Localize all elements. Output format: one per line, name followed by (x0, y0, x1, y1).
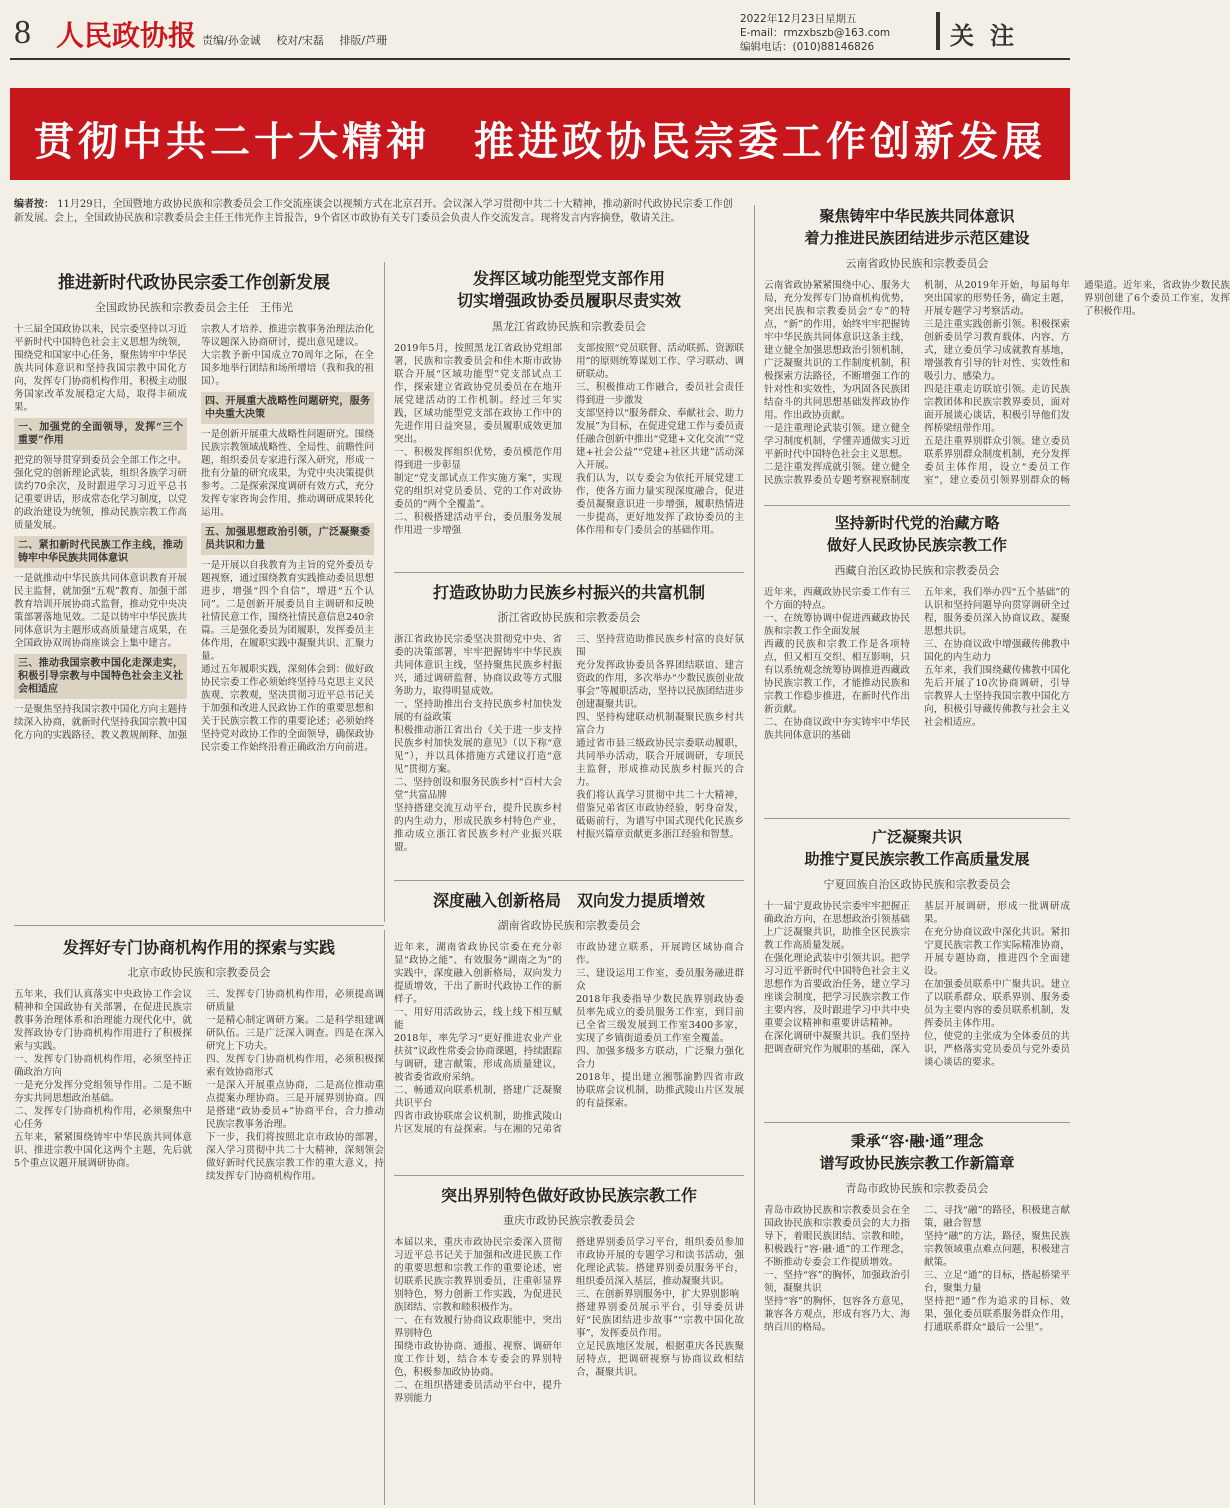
paragraph: 一、发挥专门协商机构作用，必须坚持正确政治方向 (14, 1054, 192, 1078)
article-zhejiang (394, 580, 744, 875)
row-divider (764, 505, 1070, 506)
row-divider (394, 1175, 744, 1176)
paragraph: 搭建界别委员学习平台，组织委员参加市政协开展的专题学习和读书活动，强化理论武装。搭建界别委员服务平台，组织委员深入基层，推动凝聚共识。 (576, 1237, 744, 1287)
article-body (394, 342, 744, 562)
article-xizang (764, 512, 1070, 812)
paragraph: 搭建界别委员展示平台，引导委员讲好“民族团结进步故事”“宗教中国化故事”，发挥委员作用。 (576, 1302, 744, 1339)
paragraph: 二是注重发挥成就引领。建立健全民族宗教界委员专题考察视察制度机制，从2019年开始，每届每年突出国家的形势任务，确定主题，开展专题学习考察活动。 (764, 280, 1070, 486)
article-title: 坚持新时代党的治藏方略 做好人民政协民族宗教工作 (826, 514, 1007, 554)
paragraph: 二、积极搭建活动平台，委员服务发展作用进一步增强 (394, 512, 562, 536)
article-ningxia (764, 826, 1070, 1116)
paragraph: 四、发挥专门协商机构作用，必须积极探索有效协商形式 (206, 1054, 384, 1078)
column-divider (384, 262, 385, 922)
row-divider (394, 572, 744, 573)
article-wangweiguang (14, 268, 374, 913)
paragraph: 近年来，西藏政协民宗委工作有三个方面的特点。 (764, 587, 910, 611)
paragraph: 西藏的民族和宗教工作是各项特点，但又相互交织、相互影响，只有以系统观念统筹协调推进西藏政协民族宗教工作，才能推动民族和宗教工作稳步推进，在新时代作出新贡献。 (764, 639, 910, 715)
row-divider (764, 818, 1070, 819)
paragraph: 三、坚持营造助推民族乡村富的良好氛围 (576, 634, 744, 658)
article-beijing (14, 935, 384, 1505)
paragraph: 一、在有效履行协商议政职能中，突出界别特色 (394, 1315, 562, 1339)
paragraph: 四省市政协联席会议机制，助推武陵山片区发展的有益探索。与在湘的兄弟省市政协建立联系，开展跨区域协商合作。 (394, 942, 744, 1135)
paragraph: 一是深入开展重点协商，二是高位推动重点提案办理协商。三是开展界别协商。四是搭建“政协委员+”协商平台，合力推动民族宗教事务治理。 (206, 1080, 384, 1130)
page-number: 8 (14, 14, 31, 51)
paragraph: 五年来，我们举办四“五个基础”的认识和坚持问题导向贯穿调研全过程，服务委员深入协商议政、凝聚思想共识。 (924, 587, 1070, 637)
article-author: 重庆市政协民族宗教委员会 (503, 1214, 635, 1227)
paragraph: 一是创新开展重大战略性问题研究。围绕民族宗教领域战略性、全局性、前瞻性问题，组织委员专家进行深入研究，形成一批有分量的研究成果，为党中央决策提供参考。二是探索深度调研有效方式，充分发挥专家咨询会作用，推动调研成果转化运用。 (201, 429, 374, 518)
article-author: 黑龙江省政协民族和宗教委员会 (492, 320, 646, 333)
paragraph: 一是注重理论武装引领。建立健全学习制度机制，学懂弄通做实习近平新时代中国特色社会主义思想。 (764, 423, 910, 460)
banner-title: 贯彻中共二十大精神 推进政协民宗委工作创新发展 (34, 118, 1046, 165)
paragraph: 坚持“融”的方法，路径，聚焦民族宗教领域重点难点问题，积极建言献策。 (924, 1231, 1070, 1268)
article-title: 推进新时代政协民宗委工作创新发展 (58, 273, 330, 293)
article-title: 秉承“容·融·通”理念 谱写政协民族宗教工作新篇章 (819, 1132, 1015, 1172)
issue-phone: 编辑电话：(010)88146826 (740, 41, 875, 53)
article-yunnan (764, 205, 1230, 500)
paragraph: 通过五年履职实践，深刻体会到：做好政协民宗委工作必须始终坚持马克思主义民族观、宗教观，坚决贯彻习近平总书记关于加强和改进人民政协工作的重要思想和关于民族宗教工作的重要论述；必须始终坚持党对政协工作的全面领导，确保政协民宗委工作始终沿着正确政治方向前进。 (201, 664, 374, 753)
paragraph: 一是聚焦坚持我国宗教中国化方向主题持续深入协商，就新时代坚持我国宗教中国化方向的实践路径、教义教规阐释、加强宗教人才培养、推进宗教事务治理法治化等议题深入协商研讨，提出意见建议。 (14, 324, 374, 741)
row-divider (764, 1122, 1070, 1123)
column-divider (754, 205, 755, 1505)
article-body (764, 586, 1070, 808)
paragraph: 一、在统筹协调中促进西藏政协民族和宗教工作全面发展 (764, 613, 910, 637)
paragraph: 2018年，提出建立湘鄂渝黔四省市政协联席会议机制，助推武陵山片区发展的有益探索。 (576, 1072, 744, 1109)
paragraph: 围绕市政协协商、通报、视察、调研年度工作计划，结合本专委会的界别特色，积极参加政协协商。 (394, 1341, 562, 1378)
paragraph: 三是注重实践创新引领。积极探索创新委员学习教育载体、内容、方式，建立委员学习成就教育基地，增强教育引导的针对性、实效性和吸引力、感染力。 (924, 319, 1070, 382)
paragraph: 五年来，我们围绕藏传佛教中国化先后开展了10次协商调研，引导宗教界人士坚持我国宗教中国化方向，积极引导藏传佛教与社会主义社会相适应。 (924, 665, 1070, 728)
paragraph: 位，使党的主张成为全体委员的共识，严格落实党员委员与党外委员谈心谈话的要求。 (924, 1031, 1070, 1068)
paragraph: 三、在创新界别服务中，扩大界别影响 (576, 1289, 740, 1300)
paragraph: 2018年我委指导少数民族界别政协委员率先成立的委员服务工作室，到目前已全省三级发展到工作室3400多家，实现了乡镇街道委员工作室全覆盖。 (576, 994, 744, 1044)
paper-logo: 人民政协报 (56, 19, 197, 52)
paragraph: 四、坚持构建联动机制凝聚民族乡村共富合力 (576, 712, 744, 736)
paragraph: 五年来，我们认真落实中央政协工作会议精神和全国政协有关部署，在促进民族宗教事务治理体系和治理能力现代化中，就发挥政协专门协商机构作用进行了积极探索与实践。 (14, 989, 192, 1052)
article-title: 发挥区域功能型党支部作用 切实增强政协委员履职尽责实效 (456, 269, 681, 310)
issue-date: 2022年12月23日星期五 (740, 13, 857, 25)
article-author: 青岛市政协民族和宗教委员会 (845, 1182, 989, 1195)
paragraph: 四是注重走访联谊引领。走访民族宗教团体和民族宗教界委员，面对面开展谈心谈话，积极引导他们发挥桥梁纽带作用。 (924, 384, 1070, 434)
article-body (394, 941, 744, 1166)
paragraph: 坚持搭建交流互动平台，提升民族乡村的内生动力，形成民族乡村特色产业，推动成立浙江省民族乡村产业振兴联盟。 (394, 803, 562, 853)
paragraph: 二、在组织搭建委员活动平台中，提升界别能力 (394, 1380, 562, 1404)
paragraph: 一、坚持助推出台支持民族乡村加快发展的有益政策 (394, 699, 562, 723)
article-body (14, 988, 384, 1508)
article-title: 聚焦铸牢中华民族共同体意识 着力推进民族团结进步示范区建设 (804, 207, 1030, 247)
column-divider (384, 930, 385, 1505)
paragraph: 二、寻找“融”的路径，积极建言献策，融合智慧 (924, 1205, 1070, 1229)
subheading: 二、紧扣新时代民族工作主线，推动铸牢中华民族共同体意识 (14, 536, 187, 568)
paragraph: 立足民族地区发展，根据重庆各民族聚居特点，把调研视察与协商议政相结合，凝聚共识。 (576, 1341, 744, 1378)
editor-credit: 校对/宋磊 (276, 34, 324, 47)
paragraph: 一是开展以自我教育为主旨的党外委员专题视察，通过围绕教育实践推动委员思想进步，增强“四个自信”，增进“五个认同”。二是创新开展委员自主调研和反映社情民意工作，围绕社情民意信息240余篇。三是强化委员为团履职，发挥委员主体作用，在履职实践中凝聚共识、汇聚力量。 (201, 560, 374, 662)
paragraph: 三、建设运用工作室，委员服务融进群众 (576, 968, 744, 992)
paragraph: 三、在协商议政中增强藏传佛教中国化的内生动力 (924, 639, 1070, 663)
paragraph: 通过省市县三级政协民宗委联动履职，共同举办活动，联合开展调研，专项民主监督，形成推动民族乡村振兴的合力。 (576, 738, 744, 788)
headline-banner (10, 88, 1070, 180)
paragraph: 一、坚持“容”的胸怀，加强政治引领，凝聚共识 (764, 1270, 910, 1294)
paragraph: 二、在协商议政中夯实铸牢中华民族共同体意识的基础 (764, 717, 910, 741)
subheading: 三、推动我国宗教中国化走深走实，积极引导宗教与中国特色社会主义社会相适应 (14, 654, 187, 699)
editors-note-label: 编者按： (14, 199, 54, 210)
paragraph: 一是充分发挥分党组领导作用。二是不断夯实共同思想政治基础。 (14, 1080, 192, 1104)
paragraph: 在强化理论武装中引领共识。把学习习近平新时代中国特色社会主义思想作为首要政治任务，建立学习座谈会制度，把学习民族宗教工作主要内容，及时跟进学习中共中央重要会议精神和重要讲话精神。 (764, 953, 910, 1029)
editor-credit: 责编/孙金诚 (202, 34, 261, 47)
row-divider (14, 925, 384, 926)
paragraph: 下一步，我们将按照北京市政协的部署，深入学习贯彻中共二十大精神，深刻领会做好新时代民族宗教工作的重大意义，持续发挥专门协商机构作用。 (206, 1132, 384, 1182)
masthead (0, 0, 1080, 62)
article-body (394, 633, 744, 873)
paragraph: 在深化调研中凝聚共识。我们坚持把调查研究作为履职的基础，深入基层开展调研，形成一批调研成果。 (764, 901, 1070, 1055)
article-title: 深度融入创新格局 双向发力提质增效 (432, 891, 705, 910)
subheading: 四、开展重大战略性问题研究，服务中央重大决策 (201, 392, 374, 424)
paragraph: 在加强委员联系中广聚共识。建立了以联系群众、联系界别、服务委员为主要内容的委员联系机制，发挥委员主体作用。 (924, 979, 1070, 1029)
section-divider (936, 12, 940, 50)
paragraph: 十三届全国政协以来，民宗委坚持以习近平新时代中国特色社会主义思想为统领，围绕党和国家中心任务，聚焦铸牢中华民族共同体意识和坚持我国宗教中国化方向，发挥专门协商机构作用，积极主动服务国家改革发展稳定大局，取得丰硕成果。 (14, 324, 187, 413)
article-chongqing (394, 1183, 744, 1505)
article-author: 全国政协民族和宗教委员会主任 王伟光 (95, 301, 293, 314)
paragraph: 云南省政协紧紧围绕中心、服务大局，充分发挥专门协商机构优势，突出民族和宗教委员会“专”的特点，“新”的作用，始终牢牢把握铸牢中华民族共同体意识这条主线，建立健全加强思想政治引领机制，广泛凝聚共识的工作制度机制，积极探索方法路径，不断增强工作的针对性和实效性，为巩固各民族团结奋斗的共同思想基础发挥政协作用。作出政协贡献。 (764, 280, 910, 421)
paragraph: 在充分协商议政中深化共识。紧扣宁夏民族宗教工作实际精准协商，开展专题协商，推进四个全面建设。 (924, 927, 1070, 977)
paragraph: 充分发挥政协委员各界团结联谊、建言资政的作用，多次举办“少数民族创业故事会”等履职活动，坚持以民族团结进步创建凝聚共识。 (576, 660, 744, 710)
paragraph: 我们认为，以专委会为依托开展党建工作，使各方面力量实现深度融合，促进委员凝聚意识进一步增强，履职热情进一步提高，更好地发挥了政协委员的主体作用和专门委员会的基础作用。 (576, 473, 744, 536)
paragraph: 2019年5月，按照黑龙江省政协党组部署，民族和宗教委员会和佳木斯市政协联合开展“区域功能型”党支部试点工作，探索建立省政协党员委员在在地开展党建活动的工作机制。经过三年实践，区域功能型党支部在政协工作中的先进作用日益突显，委员履职成效更加突出。 (394, 343, 562, 445)
paragraph: 一是精心制定调研方案。二是科学组建调研队伍。三是广泛深入调查。四是在深入研究上下功夫。 (206, 1015, 384, 1052)
paragraph: 大宗教予新中国成立70周年之际，在全国多地举行团结和场所增培（我和我的祖国）。 (201, 350, 374, 387)
paragraph: 三、发挥专门协商机构作用，必须提高调研质量 (206, 989, 384, 1013)
issue-meta (740, 12, 890, 54)
editors-note-text: 11月29日，全国暨地方政协民族和宗教委员会工作交流座谈会以视频方式在北京召开。会议深入学习贯彻中共二十大精神，推动新时代政协民宗委工作创新发展。会上，全国政协民族和宗教委员会主任王伟光作主旨报告，9个省区市政协有关专门委员会负责人作交流发言。现将发言内容摘登，敬请关注。 (14, 199, 733, 224)
paragraph: 一、积极发挥组织优势，委员模范作用得到进一步彰显 (394, 447, 562, 471)
article-hunan (394, 888, 744, 1168)
paragraph: 五年来，紧紧围绕铸牢中华民族共同体意识、推进宗教中国化这两个主题，先后就5个重点议题开展调研协商。 (14, 1132, 192, 1169)
paragraph: 坚持把“通”作为追求的目标、效果，强化委员联系服务群众作用，打通联系群众“最后一公里”。 (924, 1296, 1070, 1333)
row-divider (394, 880, 744, 881)
paragraph: 青岛市政协民族和宗教委员会在全国政协民族和宗教委员会的大力指导下，着眼民族团结、宗教和睦，积极践行“容·融·通”的工作理念，不断推动专委会工作提质增效。 (764, 1205, 910, 1268)
paragraph: 二、坚持创设和服务民族乡村“百村大会堂”共富品牌 (394, 777, 562, 801)
paragraph: 三、立足“通”的目标，搭起桥梁平台，聚集力量 (924, 1270, 1070, 1294)
paragraph: 三、积极推动工作融合，委员社会责任得到进一步激发 (576, 382, 744, 406)
article-author: 湖南省政协民族和宗教委员会 (497, 919, 641, 932)
editors-note (14, 198, 734, 226)
issue-email: E-mail：rmzxbszb@163.com (740, 27, 891, 39)
paragraph: 五是注重界别群众引领。建立委员联系界别群众制度机制，充分发挥委员主体作用，设立“委员工作室”，建立委员引领界别群众的畅通渠道。近年来，省政协少数民族界别创建了6个委员工作室，发挥了积极作用。 (924, 280, 1230, 486)
article-author: 浙江省政协民族和宗教委员会 (497, 611, 641, 624)
paragraph: 积极推动浙江省出台《关于进一步支持民族乡村加快发展的意见》（以下称“意见”），并以具体措施方式建议打造“意见”贯彻方案。 (394, 725, 562, 775)
subheading: 五、加强思想政治引领，广泛凝聚委员共识和力量 (201, 523, 374, 555)
paragraph: 支部坚持以“服务群众、奉献社会、助力发展”为目标，在促进党建工作与委员责任融合创新中推出“党建+文化交流”“党建+社会公益”“党建+社区共建”活动深入开展。 (576, 408, 744, 471)
editor-credit: 排版/芦珊 (339, 34, 388, 47)
paragraph: 四、加强多级多方联动，广泛聚力强化合力 (576, 1046, 744, 1070)
article-qingdao (764, 1130, 1070, 1505)
editor-credits (202, 32, 399, 48)
paragraph: 本届以来，重庆市政协民宗委深入贯彻习近平总书记关于加强和改进民族工作的重要思想和宗教工作的重要论述，密切联系民族宗教界别委员，注重彰显界别特色，努力创新工作实践，为促进民族团结、宗教和睦积极作为。 (394, 1237, 562, 1313)
subheading: 一、加强党的全面领导，发挥“三个重要”作用 (14, 418, 187, 450)
paragraph: 制定“党支部试点工作实施方案”，实现党的组织对党员委员、党的工作对政协委员的“两个全覆盖”。 (394, 473, 562, 510)
article-title: 突出界别特色做好政协民族宗教工作 (440, 1186, 697, 1205)
article-body (394, 1236, 744, 1504)
article-title: 打造政协助力民族乡村振兴的共富机制 (432, 583, 705, 602)
paragraph: 2018年，率先学习“更好推进农业产业扶贫”议政性常委会协商课题，持续跟踪与调研，建言献策，形成高质量建议，被省委省政府采纳。 (394, 1033, 562, 1083)
paragraph: 近年来，湖南省政协民宗委在充分彰显“政协之能”、有效服务“湖南之为”的实践中，深度融入创新格局，双向发力提质增效，干出了新时代政协工作的新样子。 (394, 942, 562, 1005)
paragraph: 浙江省政协民宗委坚决贯彻党中央、省委的决策部署，牢牢把握铸牢中华民族共同体意识主线，坚持聚焦民族乡村振兴，通过调研监督、协商议政等方式服务助力，取得明显成效。 (394, 634, 562, 697)
article-author: 宁夏回族自治区政协民族和宗教委员会 (823, 878, 1011, 891)
article-heilongjiang (394, 268, 744, 566)
paragraph: 支部按照“党员联督、活动联抓、资源联用”的原则统筹谋划工作、学习联动、调研联动。 (576, 343, 744, 380)
paragraph: 我们将认真学习贯彻中共二十大精神，借鉴兄弟省区市政协经验，躬身奋发，砥砺前行，为谱写中国式现代化民族乡村振兴篇章贡献更多浙江经验和智慧。 (576, 790, 744, 840)
masthead-rule (10, 58, 1070, 60)
article-author: 云南省政协民族和宗教委员会 (845, 257, 989, 270)
paragraph: 一、用好用活政协云，线上线下相互赋能 (394, 1007, 562, 1031)
section-label: 关注 (950, 21, 1030, 50)
paragraph: 坚持“容”的胸怀，包容各方意见，兼容各方观点，形成有容乃大、海纳百川的格局。 (764, 1296, 910, 1333)
article-body (764, 900, 1070, 1112)
article-body (764, 279, 1230, 497)
paragraph: 把党的领导贯穿到委员会全部工作之中。强化党的创新理论武装，组织各族学习研读约70余次，及时跟进学习习近平总书记重要讲话，形成常态化学习制度，以党的政治建设为统领，推动民族宗教工作高质量发展。 (14, 455, 187, 531)
article-author: 北京市政协民族和宗教委员会 (127, 966, 271, 979)
article-body (764, 1204, 1070, 1504)
paragraph: 一是就推动中华民族共同体意识教育开展民主监督，就加强“五观”教育、加强干部教育培训开展协商式监督，推动党中央决策部署落地见效。二是以铸牢中华民族共同体意识为主题形成高质量建言成果，在全国政协双周协商座谈会上集中建言。 (14, 573, 187, 649)
paragraph: 二、畅通双向联系机制，搭建广泛凝聚共识平台 (394, 1085, 562, 1109)
paragraph: 十一届宁夏政协民宗委牢牢把握正确政治方向，在思想政治引领基础上广泛凝聚共识，助推全区民族宗教工作高质量发展。 (764, 901, 910, 951)
paragraph: 二、发挥专门协商机构作用，必须聚焦中心任务 (14, 1106, 192, 1130)
article-title: 发挥好专门协商机构作用的探索与实践 (62, 938, 335, 957)
article-body (14, 323, 374, 913)
article-title: 广泛凝聚共识 助推宁夏民族宗教工作高质量发展 (804, 828, 1030, 868)
article-author: 西藏自治区政协民族和宗教委员会 (834, 564, 1000, 577)
